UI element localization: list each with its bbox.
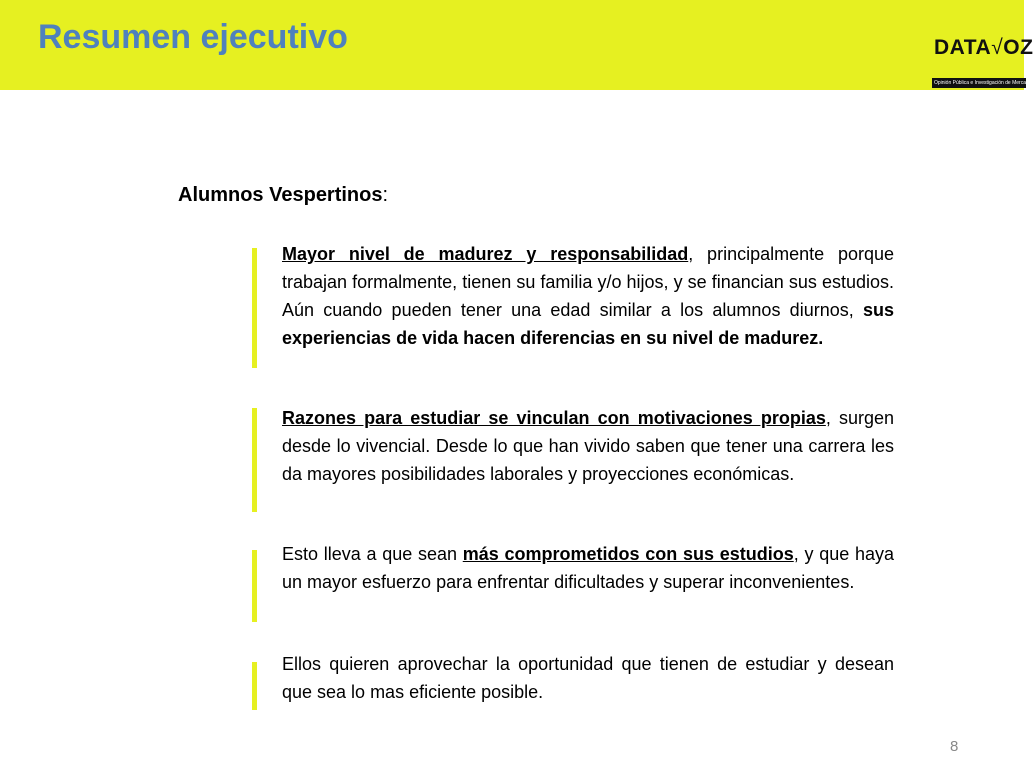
paragraph-accent-bar (252, 408, 257, 512)
datavoz-logo (928, 28, 1033, 90)
page-title: Resumen ejecutivo (38, 18, 348, 56)
page-number: 8 (950, 738, 959, 755)
paragraph-accent-bar (252, 248, 257, 368)
paragraph-1: Mayor nivel de madurez y responsabilidad, principalmente porque trabajan formalmente, tienen su familia y/o hijos, y se financian sus estudios. Aún cuando pueden tener una edad similar a los alumnos diurnos, sus experiencias de vida hacen diferencias en su nivel de madurez. (282, 244, 894, 348)
paragraph-4: Ellos quieren aprovechar la oportunidad que tienen de estudiar y desean que sea lo mas eficiente posible. (282, 654, 894, 702)
paragraph-accent-bar (252, 662, 257, 710)
logo-tagline: Opinión Pública e Investigación de Mercado (934, 80, 1032, 86)
header-band (0, 0, 1033, 90)
paragraph-2: Razones para estudiar se vinculan con motivaciones propias, surgen desde lo vivencial. Desde lo que han vivido saben que tener una carrera les da mayores posibilidades laborales y proyecciones económicas. (282, 408, 894, 484)
paragraph-accent-bar (252, 550, 257, 622)
paragraph-3: Esto lleva a que sean más comprometidos con sus estudios, y que haya un mayor esfuerzo para enfrentar dificultades y superar inconvenientes. (282, 544, 894, 592)
logo-wordmark: DATA√OZ (934, 36, 1033, 59)
radical-icon: √ (991, 36, 1004, 59)
section-title: Alumnos Vespertinos: (178, 184, 389, 206)
